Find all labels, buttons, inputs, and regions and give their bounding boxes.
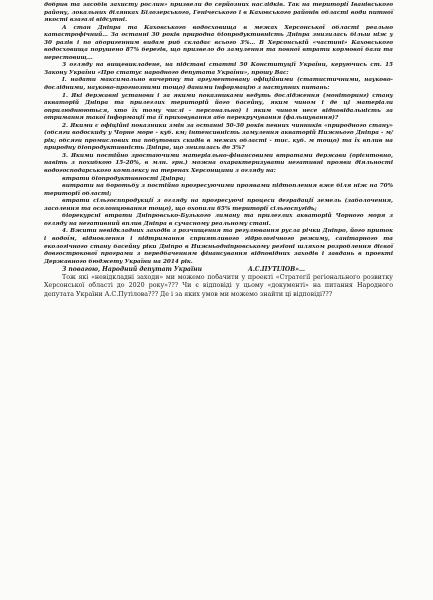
paragraph-6: 2. Якими є офіційні показники змін за останні 50-30 років певних чинників «природного стану» (обсяги водоскиду у Чорне море - куб. км; інтенсивність замулення акваторій Нижнього Дніпра - м/рік; обсяги промислових та побутових скидів в межах області - тис. куб. м тощо) та їх вплив на природну біопродуктивність Дніпра, що знизилась до 3%? bbox=[44, 122, 393, 152]
paragraph-9: витрати на боротьбу з постійно прогресуючими проявами підтоплення вже біля ніж на 70% території області; bbox=[44, 183, 393, 197]
paragraph-2: А стан Дніпра та Каховського водосховища в межах Херсонської області реально катастрофічний… За останні 30 років природна біопродуктивність Дніпра знизилась більш ніж у 30 разів і по аборигенним видам риб складає всього 3%… В Херсонській «частині» Каховського водосховища порушено 87% берегів, що призвело до замулення та повної втрати кормової бази та нерестовищ… bbox=[44, 24, 393, 61]
paragraph-5: 1. Які державні установи і за якими показниками ведуть дослідження (моніторинг) стану акваторій Дніпра та прилеглих територій його басейну, яким чином і де ці матеріали оприлюднюються, хто їх тому числі - персонально) і яким чином несе відповідальність за отримання такої інформації та її приховування або перекручування (фальшування)? bbox=[44, 92, 393, 122]
paragraph-3: З огляду на вищевикладене, на підставі статті 50 Конституції України, керуючись ст. 15 Закону України «Про статус народного депутата України», прошу Вас: bbox=[44, 62, 393, 76]
paragraph-4: I. надати максимально вичерпну та аргументовану офіційними (статистичними, науково-дослідними, науково-прогнозними тощо) даними інформацію з наступних питань: bbox=[44, 77, 393, 92]
postscript-paragraph: Тож які «невідкладні заходи» ми можемо побачити у проекті «Стратегії регіонального розвитку Херсонської області до 2020 року»??? Чи є відповіді у цьому «документі» на питання Народного депутата України А.С.Путілова??? Де і за яких умов ми можемо знайти ці відповіді??? bbox=[44, 274, 393, 298]
paragraph-8: втрати біопродуктивності Дніпра; bbox=[62, 175, 186, 182]
document-body bbox=[44, 2, 393, 299]
paragraph-10: втрати сільгосппродукції з огляду на прогресуючі процеси деградації земель (заболочення, засолення та осолонцювання тощо), що охопили 65% території сільгоспугідь; bbox=[44, 198, 393, 212]
signature-name: А.С.ПУТІЛОВ»… bbox=[247, 266, 305, 274]
signature-line bbox=[44, 266, 393, 274]
paragraph-7: 3. Якими постійно зростаючими матеріально-фінансовими втратами держави (орієнтовно, навіть з похибкою 15-20%, в млн. грн.) можна охарактеризувати негативні прояви діяльності водогосподарського комплексу на теренах Херсонщини з огляду на: bbox=[44, 152, 393, 175]
signature-closing: З повагою, Народний депутат України bbox=[62, 266, 202, 274]
paragraph-11: біорекурсні втрати Дніпровсько-Бузького лиману та прилеглих акваторій Чорного моря з огляду на негативний вплив Дніпра в сучасному реальному стані. bbox=[44, 213, 393, 227]
paragraph-1: добрив та засобів захисту рослин» призвели до серйозних наслідків. Так на території Іванівського району, локальних ділянках Білозерського, Генічеського і в Каховського районів області води питної якості взагалі відсутні. bbox=[44, 2, 393, 24]
paragraph-12: 4. Вжити невідкладних заходів з розчищення та регулювання русла річки Дніпро, його приток і водоїм, відновлення і підтримання сприятливого гідрологічного режиму, санітарного та екологічного стану басейну ріки Дніпро в Нижньодніпровському регіоні шляхом розроблення дієвої довгострокової програми з передбаченням фінансування відповідних заходів і завдань в проекті Державного бюджету України на 2014 рік. bbox=[44, 228, 393, 265]
